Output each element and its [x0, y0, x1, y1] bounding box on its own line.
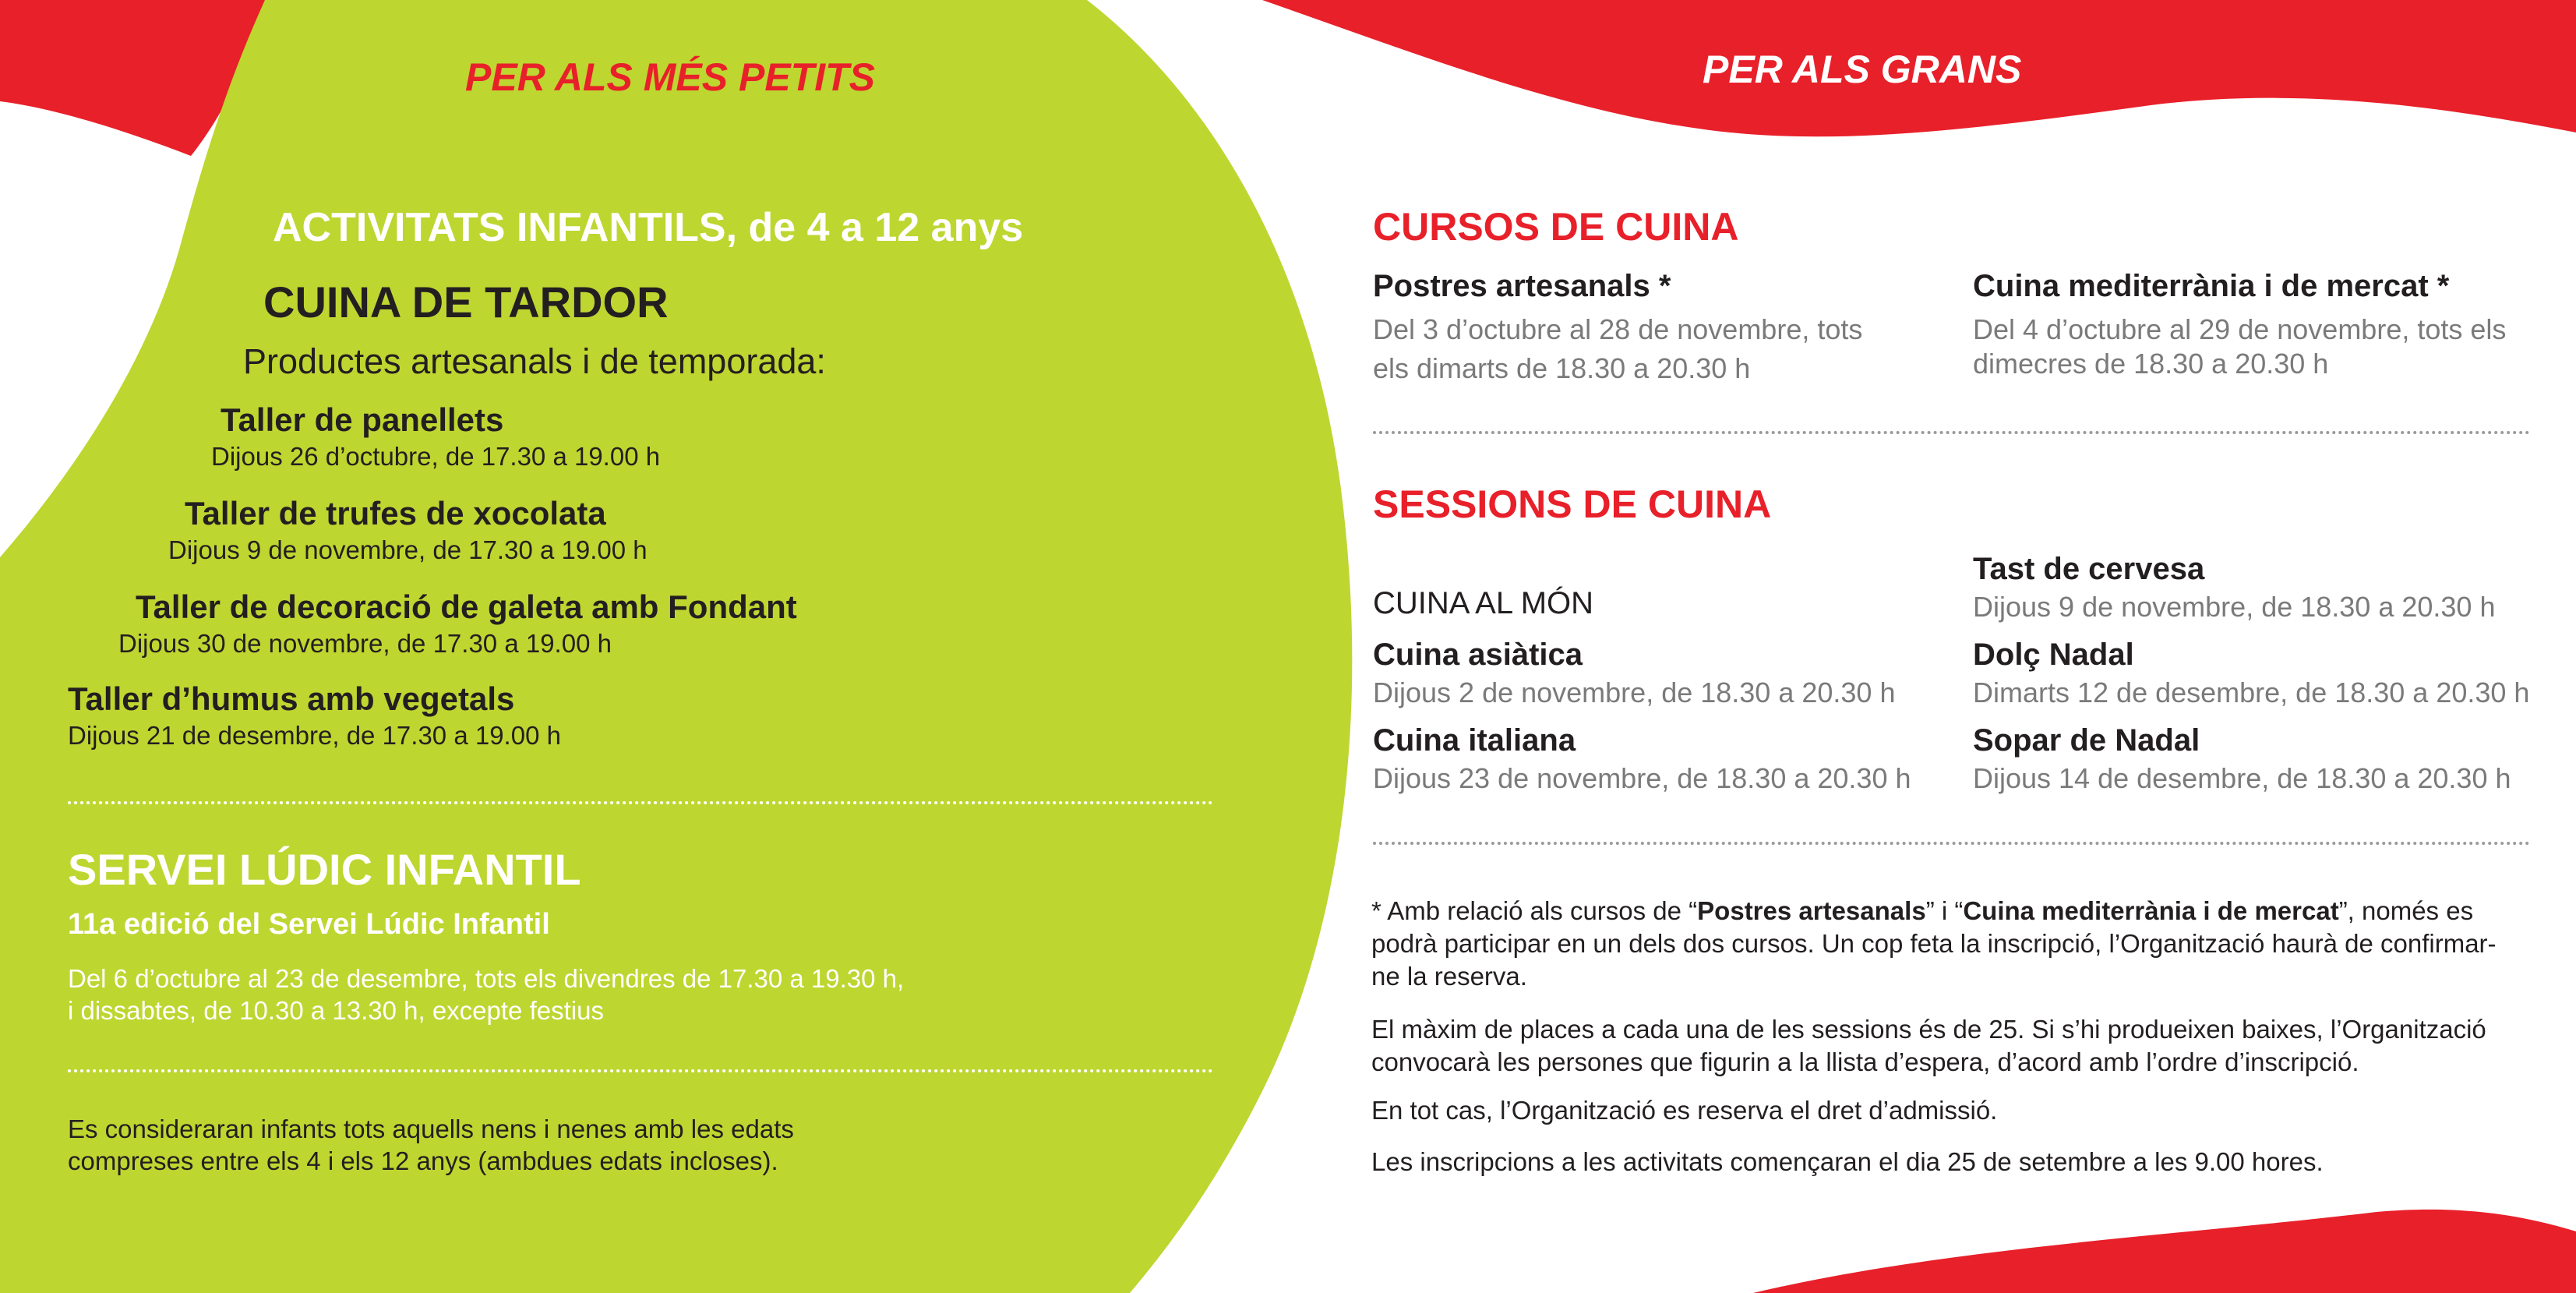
course-title: Cuina mediterrània i de mercat *	[1973, 269, 2450, 303]
footnote-admission: En tot cas, l’Organització es reserva el dret d’admissió.	[1371, 1096, 1998, 1125]
workshop-date: Dijous 26 d’octubre, de 17.30 a 19.00 h	[211, 442, 661, 471]
cuina-tardor-subtitle: Productes artesanals i de temporada:	[243, 341, 826, 381]
session-date: Dijous 2 de novembre, de 18.30 a 20.30 h	[1373, 677, 1896, 708]
age-note: compreses entre els 4 i els 12 anys (ambdues edats incloses).	[68, 1146, 778, 1175]
servei-schedule: i dissabtes, de 10.30 a 13.30 h, excepte festius	[68, 996, 604, 1025]
dotted-divider	[1373, 842, 2530, 845]
session-title: Sopar de Nadal	[1973, 723, 2200, 758]
session-title: Cuina asiàtica	[1373, 638, 1583, 672]
session-date: Dijous 14 de desembre, de 18.30 a 20.30 h	[1973, 762, 2511, 794]
session-title: Dolç Nadal	[1973, 638, 2134, 672]
workshop-title: Taller de decoració de galeta amb Fondant	[136, 588, 797, 625]
course-schedule: els dimarts de 18.30 a 20.30 h	[1373, 352, 1751, 384]
workshop-date: Dijous 9 de novembre, de 17.30 a 19.00 h	[168, 535, 648, 564]
servei-schedule: Del 6 d’octubre al 23 de desembre, tots els divendres de 17.30 a 19.30 h,	[68, 964, 905, 993]
bottom-right-red-wave	[1753, 1210, 2576, 1293]
dotted-divider	[68, 801, 1213, 804]
cuina-tardor-title: CUINA DE TARDOR	[263, 277, 669, 327]
dotted-divider	[68, 1069, 1213, 1072]
session-title: Tast de cervesa	[1973, 552, 2205, 586]
session-date: Dimarts 12 de desembre, de 18.30 a 20.30 h	[1973, 677, 2530, 708]
course-schedule: Del 4 d’octubre al 29 de novembre, tots els	[1973, 313, 2507, 345]
dotted-divider	[1373, 431, 2530, 434]
workshop-title: Taller de trufes de xocolata	[185, 495, 606, 532]
footnote-registration: Les inscripcions a les activitats començaran el dia 25 de setembre a les 9.00 hores.	[1371, 1147, 2324, 1176]
servei-subtitle: 11a edició del Servei Lúdic Infantil	[68, 908, 550, 941]
course-schedule: dimecres de 18.30 a 20.30 h	[1973, 348, 2329, 380]
workshop-date: Dijous 21 de desembre, de 17.30 a 19.00 h	[68, 721, 561, 750]
footnote-places: El màxim de places a cada una de les sessions és de 25. Si s’hi produeixen baixes, l’Organització convocarà les persones que figurin a la llista d’espera, d’acord amb l’ordre d’inscripció.	[1371, 1015, 2486, 1076]
workshop-title: Taller d’humus amb vegetals	[68, 680, 515, 717]
activities-heading: ACTIVITATS INFANTILS, de 4 a 12 anys	[273, 205, 1024, 250]
sessions-title: SESSIONS DE CUINA	[1373, 482, 1772, 526]
session-title: Cuina italiana	[1373, 723, 1576, 758]
servei-title: SERVEI LÚDIC INFANTIL	[68, 845, 581, 894]
session-date: Dijous 9 de novembre, de 18.30 a 20.30 h	[1973, 591, 2496, 623]
session-date: Dijous 23 de novembre, de 18.30 a 20.30 h	[1373, 762, 1911, 794]
right-section-title: PER ALS GRANS	[1703, 48, 2022, 91]
left-section-title: PER ALS MÉS PETITS	[465, 55, 876, 99]
cursos-title: CURSOS DE CUINA	[1373, 205, 1739, 249]
workshop-title: Taller de panellets	[221, 401, 504, 438]
course-title: Postres artesanals *	[1373, 269, 1671, 303]
age-note: Es consideraran infants tots aquells nens i nenes amb les edats	[68, 1115, 794, 1143]
footnote-courses: * Amb relació als cursos de “Postres artesanals” i “Cuina mediterrània i de mercat”, només es podrà participar en un dels dos cursos. Un cop feta la inscripció, l’Organització haurà de confirmar-ne la reserva.	[1371, 896, 2497, 991]
course-schedule: Del 3 d’octubre al 28 de novembre, tots	[1373, 313, 1863, 345]
workshop-date: Dijous 30 de novembre, de 17.30 a 19.00 h	[118, 629, 612, 658]
world-label: CUINA AL MÓN	[1373, 586, 1594, 620]
